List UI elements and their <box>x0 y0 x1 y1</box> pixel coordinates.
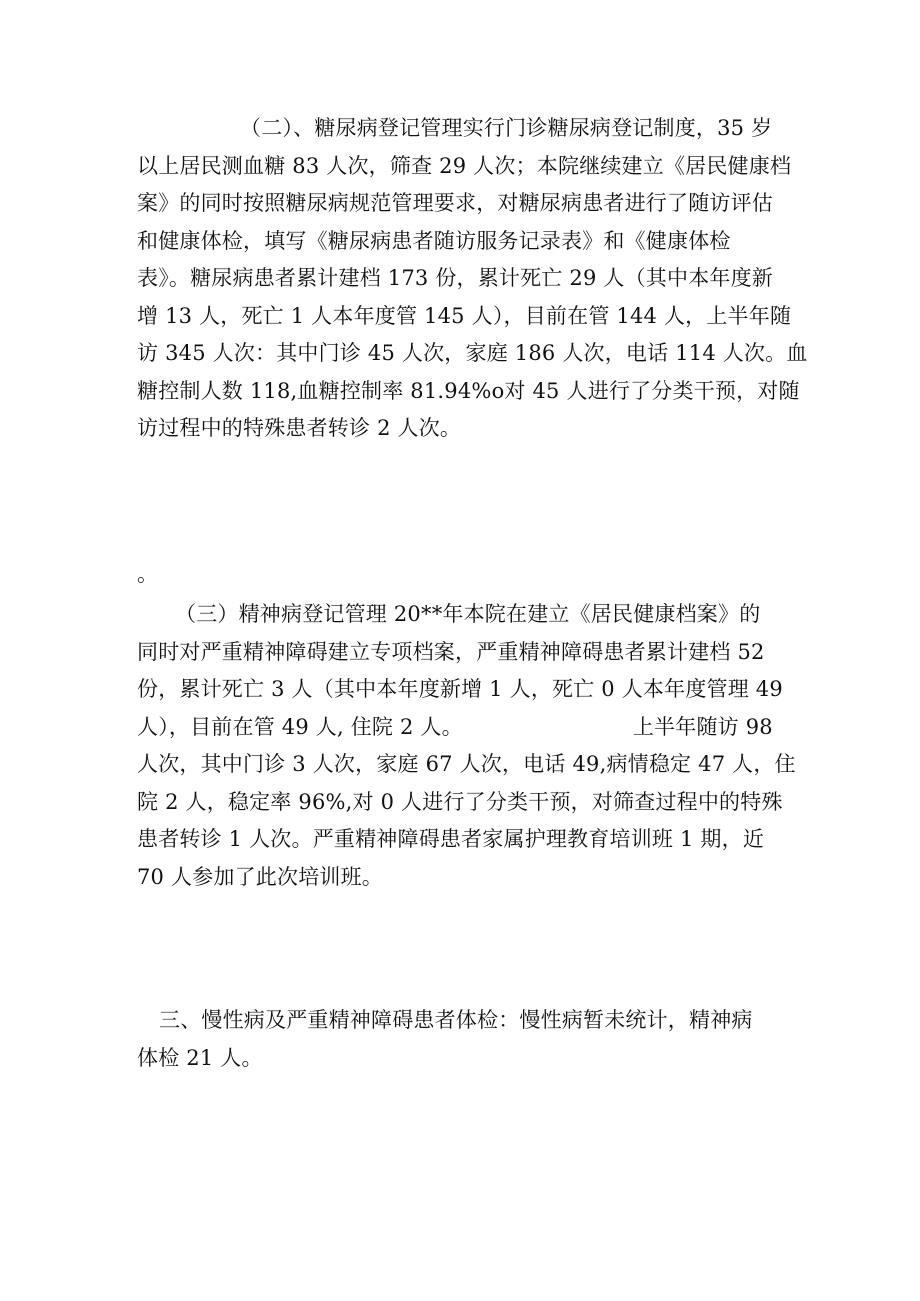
stray-mark: 。 <box>137 562 159 586</box>
diabetes-line-1: （二）、糖尿病登记管理实行门诊糖尿病登记制度，35 岁 <box>240 116 773 140</box>
diabetes-line-7: 访 345 人次：其中门诊 45 人次，家庭 186 人次，电话 114 人次。血 <box>137 341 808 365</box>
diabetes-line-5: 表》。糖尿病患者累计建档 173 份，累计死亡 29 人（其中本年度新 <box>137 266 774 290</box>
checkup-line-1: 三、慢性病及严重精神障碍患者体检：慢性病暂未统计，精神病 <box>159 1008 753 1032</box>
checkup-paragraph <box>137 1002 787 1077</box>
mental-line-2: 同时对严重精神障碍建立专项档案，严重精神障碍患者累计建档 52 <box>137 639 765 664</box>
diabetes-paragraph <box>137 110 808 448</box>
mental-line-4-tail: 上半年随访 98 <box>632 714 773 739</box>
mental-line-4-head: 人），目前在管 49 人, 住院 2 人。 <box>137 714 463 739</box>
diabetes-line-9: 访过程中的特殊患者转诊 2 人次。 <box>137 416 462 440</box>
mental-line-1: （三）精神病登记管理 20**年本院在建立《居民健康档案》的 <box>175 602 761 626</box>
diabetes-line-3: 案》的同时按照糖尿病规范管理要求，对糖尿病患者进行了随访评估 <box>137 191 773 215</box>
diabetes-line-6: 增 13 人，死亡 1 人本年度管 145 人），目前在管 144 人，上半年随 <box>137 303 792 328</box>
mental-line-4 <box>137 709 787 747</box>
mental-line-8: 70 人参加了此次培训班。 <box>137 864 383 889</box>
mental-line-7: 患者转诊 1 人次。严重精神障碍患者家属护理教育培训班 1 期，近 <box>137 827 765 851</box>
mental-line-3: 份，累计死亡 3 人（其中本年度新增 1 人，死亡 0 人本年度管理 49 <box>137 677 783 701</box>
mental-line-6: 院 2 人，稳定率 96%,对 0 人进行了分类干预，对筛查过程中的特殊 <box>137 789 783 814</box>
diabetes-line-8: 糖控制人数 118,血糖控制率 81.94%o对 45 人进行了分类干预，对随 <box>137 378 800 403</box>
mental-health-paragraph <box>137 596 796 896</box>
diabetes-line-2: 以上居民测血糖 83 人次，筛查 29 人次；本院继续建立《居民健康档 <box>137 153 792 178</box>
mental-line-5: 人次，其中门诊 3 人次，家庭 67 人次，电话 49,病情稳定 47 人，住 <box>137 752 796 776</box>
stray-mark-paragraph <box>137 556 787 594</box>
checkup-line-2: 体检 21 人。 <box>137 1045 263 1070</box>
diabetes-line-4: 和健康体检，填写《糖尿病患者随访服务记录表》和《健康体检 <box>137 228 731 253</box>
